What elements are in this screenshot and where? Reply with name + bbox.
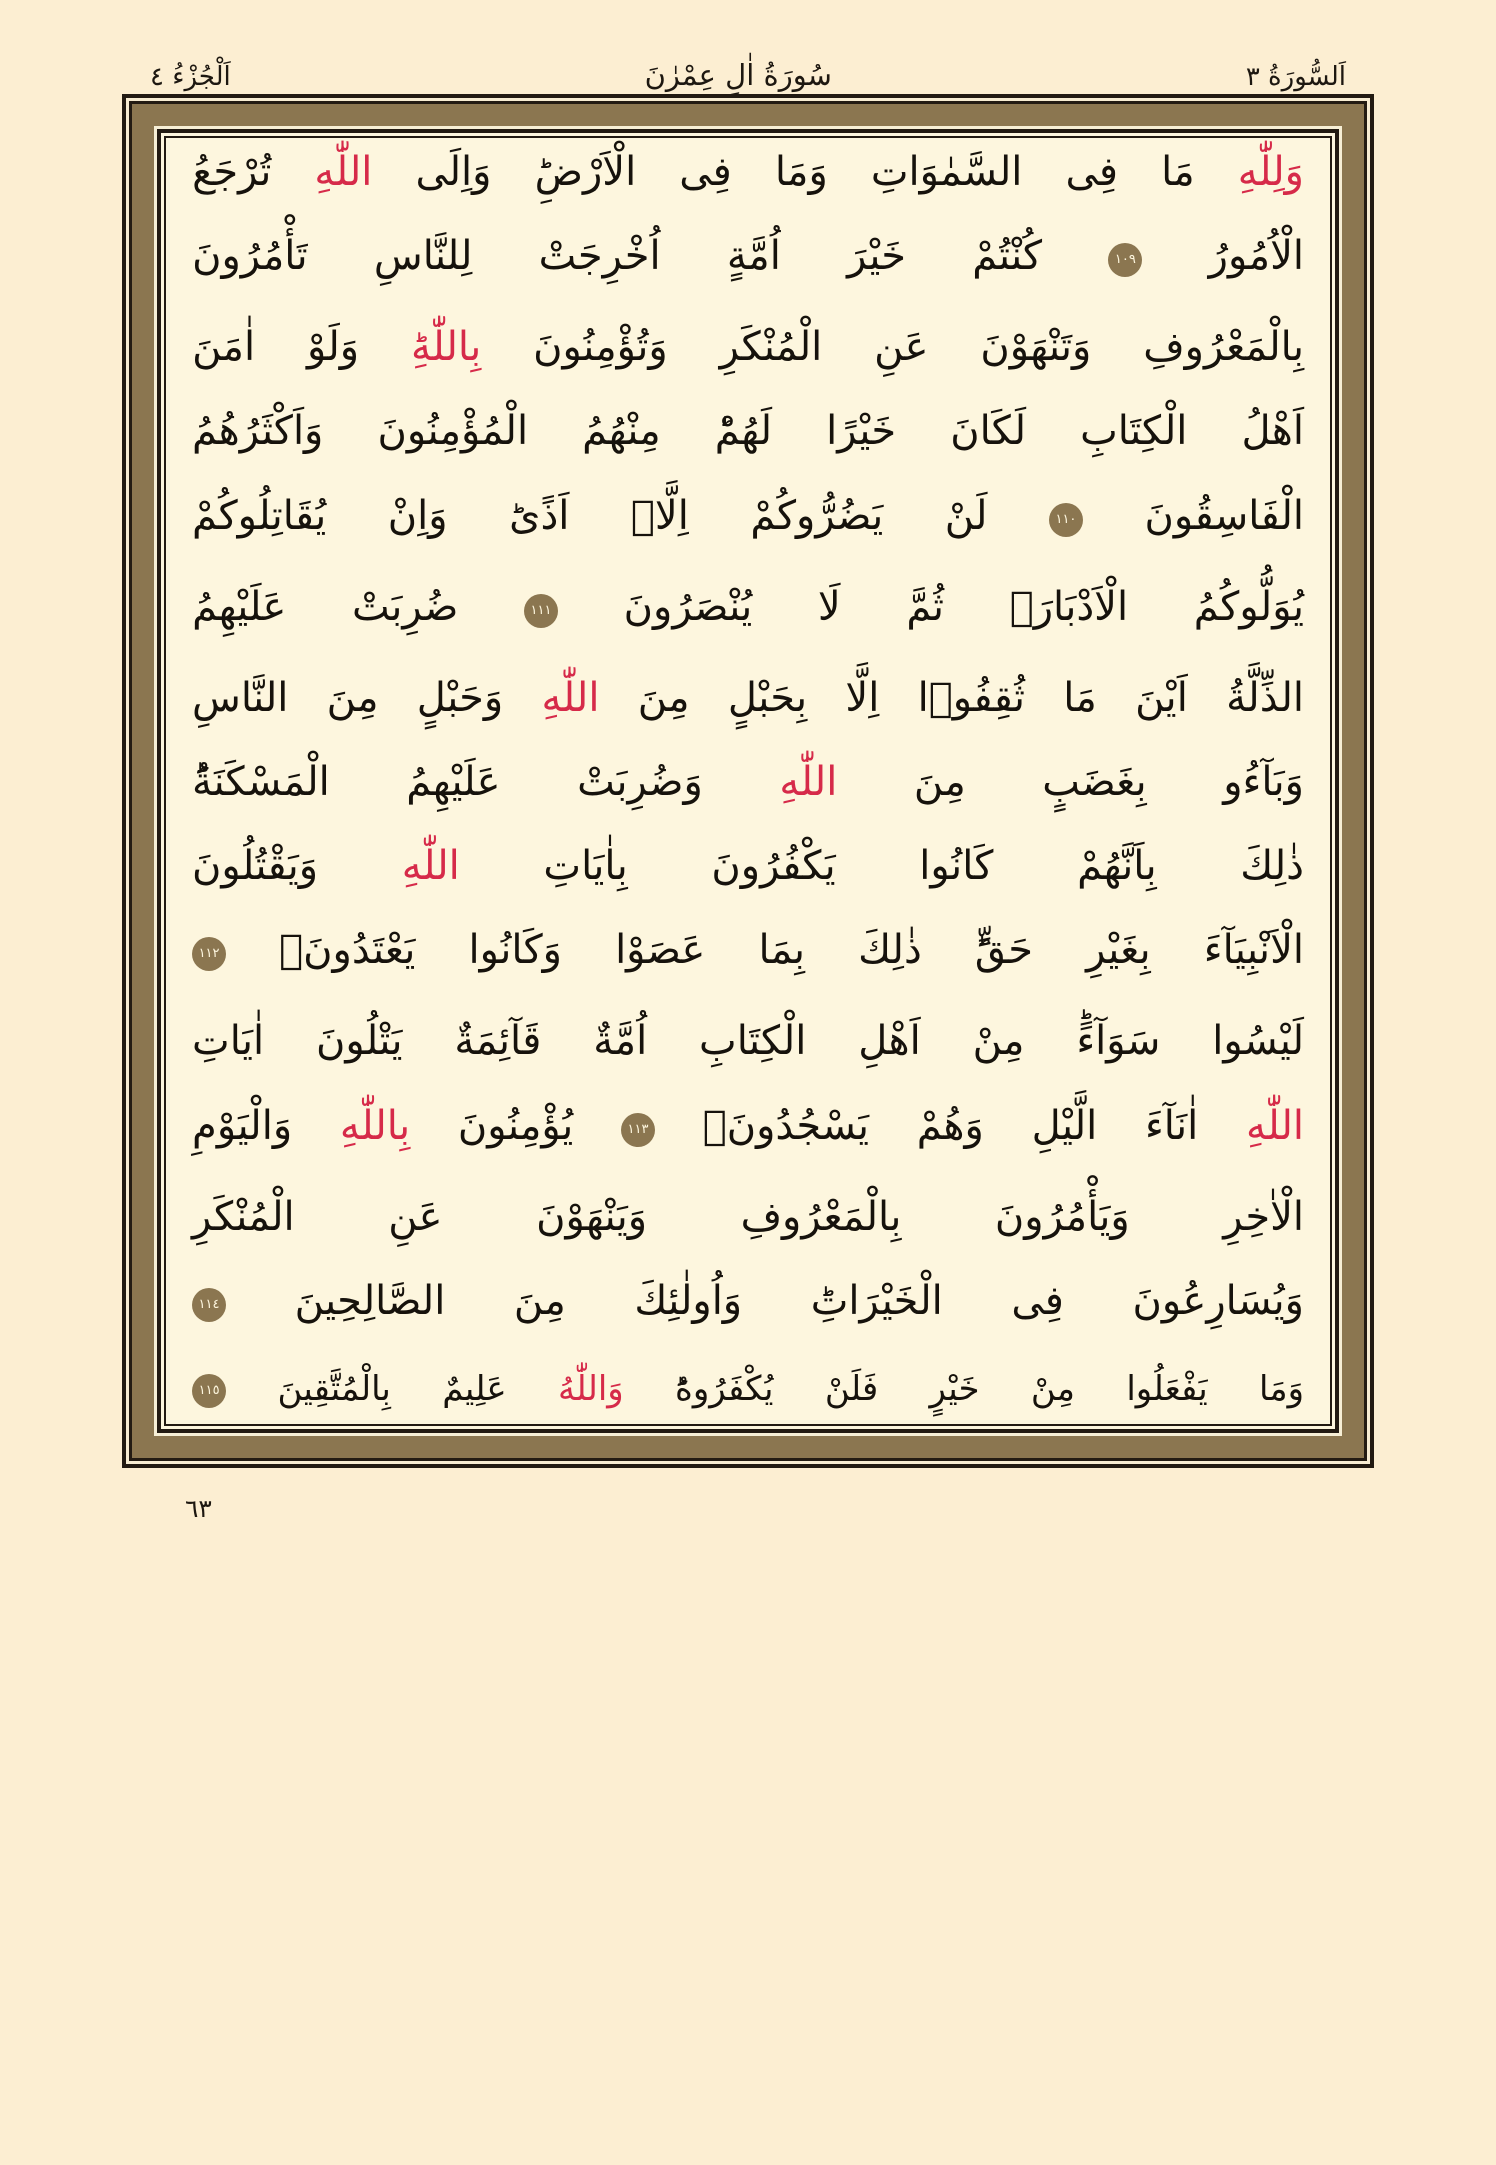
quran-word: يَفْعَلُوا	[1126, 1368, 1208, 1409]
quran-word: عَصَوْا	[615, 927, 706, 974]
quran-word: عَنِ	[388, 1193, 443, 1240]
quran-word: ذٰلِكَ	[858, 927, 922, 974]
ornamental-frame-dark-rule	[129, 101, 1367, 1461]
verse-number-marker: ١١٣	[621, 1113, 655, 1147]
quran-word: النَّاسِ	[192, 674, 289, 721]
quran-word: مَا	[1161, 149, 1195, 195]
quran-word: الْفَاسِقُونَ	[1144, 492, 1304, 539]
quran-word: اَهْلُ	[1241, 408, 1304, 455]
quran-word: تُرْجَعُ	[192, 149, 272, 195]
quran-word: مِنْ	[1030, 1368, 1075, 1409]
quran-word: الْكِتَابِ	[699, 1018, 807, 1065]
quran-word: بِاٰيَاتِ	[543, 843, 628, 890]
quran-word: الْاَنْبِيَآءَ	[1203, 927, 1304, 974]
ornamental-frame-outer	[122, 94, 1374, 1468]
quran-word: فِى	[1011, 1277, 1064, 1324]
quran-word: بِمَا	[758, 927, 805, 974]
quran-word: اِلَّا	[845, 674, 880, 721]
quran-word: الْاُمُورُ	[1208, 233, 1304, 280]
quran-word: وَتُؤْمِنُونَ	[533, 324, 668, 371]
quran-word: يَضُرُّوكُمْ	[750, 492, 884, 539]
quran-word: بِالْمُتَّقِينَ	[277, 1368, 391, 1409]
quran-word: لَكَانَ	[950, 408, 1027, 455]
quran-word: وَهُمْ	[916, 1102, 984, 1149]
quran-word: بِالْمَعْرُوفِ	[1143, 324, 1304, 371]
quran-word: مِنَ	[326, 674, 379, 721]
quran-word: ثُقِفُوۤا	[917, 674, 1025, 721]
jalala-word: وَاللّٰهُ	[558, 1368, 624, 1409]
ornamental-frame-inner-rule	[157, 129, 1339, 1433]
quran-word: الْمُؤْمِنُونَ	[377, 408, 529, 455]
quran-word: وَبَآءُو	[1223, 758, 1304, 805]
ayah-line	[192, 1277, 1304, 1328]
quran-word: الْمَسْكَنَةُؕ	[192, 758, 330, 805]
quran-word: يَتْلُونَ	[315, 1018, 403, 1065]
quran-word: الصَّالِحِينَ	[294, 1277, 446, 1324]
header-surah-title: سُورَةُ اٰلِ عِمْرٰنَ	[644, 58, 832, 93]
jalala-word: بِاللّٰهِ	[339, 1102, 411, 1149]
quran-word: الَّيْلِ	[1031, 1102, 1098, 1149]
quran-word: الْاَرْضِؕ	[534, 149, 637, 195]
quran-word: مَا	[1063, 674, 1097, 721]
quran-word: الذِّلَّةُ	[1226, 674, 1304, 721]
quran-word: وَيُسَارِعُونَ	[1132, 1277, 1304, 1324]
quran-word: يُوَلُّوكُمُ	[1193, 583, 1304, 630]
ornamental-frame-brown-band	[132, 104, 1364, 1458]
verse-number-marker: ١١٢	[192, 937, 226, 971]
quran-word: تَأْمُرُونَ	[192, 233, 308, 280]
verse-number-marker: ١٠٩	[1108, 243, 1142, 277]
quran-word: بِالْمَعْرُوفِ	[740, 1193, 902, 1240]
quran-word: لَهُمْؕ	[714, 408, 773, 455]
quran-word: يُقَاتِلُوكُمْ	[192, 492, 327, 539]
quran-word: مِنْ	[972, 1018, 1025, 1065]
quran-word: السَّمٰوَاتِ	[870, 149, 1023, 195]
quran-word: خَيْرَ	[847, 233, 906, 280]
verse-number-marker: ١١٠	[1049, 503, 1083, 537]
quran-word: يَسْجُدُونَ۠	[702, 1102, 870, 1149]
quran-word: الْمُنْكَرِ	[192, 1193, 295, 1240]
ayah-line	[192, 149, 1304, 195]
quran-word: عَلَيْهِمُ	[406, 758, 501, 805]
quran-word: كُنْتُمْ	[972, 233, 1043, 280]
quran-word: وَالْيَوْمِ	[192, 1102, 293, 1149]
ayah-line	[192, 233, 1304, 283]
quran-word: اُمَّةٌ	[593, 1018, 648, 1065]
quran-word: يُكْفَرُوهُؕ	[675, 1368, 774, 1409]
quran-word: بِغَيْرِ	[1086, 927, 1151, 974]
quran-word: عَنِ	[874, 324, 929, 371]
quran-word: وَضُرِبَتْ	[577, 758, 703, 805]
quran-word: يُؤْمِنُونَ	[457, 1102, 574, 1149]
ayah-line	[192, 1018, 1304, 1065]
quran-word: لَنْ	[944, 492, 988, 539]
quran-word: مِنَ	[513, 1277, 566, 1324]
verse-number-marker: ١١٤	[192, 1288, 226, 1322]
quran-word: خَيْرٍ	[929, 1368, 980, 1409]
quran-word: اٰمَنَ	[192, 324, 256, 371]
page-number: ٦٣	[185, 1494, 212, 1523]
jalala-word: اللّٰهِ	[779, 758, 838, 805]
quran-word: وَيَقْتُلُونَ	[192, 843, 319, 890]
quran-word: لِلنَّاسِ	[373, 233, 473, 280]
quran-word: وَاُولٰئِكَ	[634, 1277, 743, 1324]
page-header	[150, 40, 1346, 92]
jalala-word: بِاللّٰهِؕ	[411, 324, 482, 371]
quran-word: فِى	[1065, 149, 1118, 195]
ayah-line	[192, 492, 1304, 543]
quran-word: خَيْرًا	[826, 408, 897, 455]
quran-word: الْاَدْبَارَ۠	[1009, 583, 1129, 630]
quran-word: الْخَيْرَاتِؕ	[810, 1277, 943, 1324]
jalala-word: اللّٰهِ	[541, 674, 600, 721]
ayah-line	[192, 324, 1304, 371]
verse-number-marker: ١١١	[524, 594, 558, 628]
quran-word: اَيْنَ	[1135, 674, 1188, 721]
quran-word: وَكَانُوا	[468, 927, 562, 974]
quran-word: بِغَضَبٍ	[1042, 758, 1147, 805]
quran-word: اَذًىؕ	[509, 492, 570, 539]
quran-word: اَهْلِ	[858, 1018, 921, 1065]
jalala-word: اللّٰهِ	[314, 149, 373, 195]
ayah-line	[192, 1102, 1304, 1153]
quran-word: الْمُنْكَرِ	[719, 324, 823, 371]
quran-word: عَلَيْهِمُ	[192, 583, 287, 630]
quran-word: وَمَا	[1259, 1368, 1304, 1409]
quran-word: فَلَنْ	[824, 1368, 879, 1409]
quran-word: فِى	[679, 149, 732, 195]
quran-word: اٰيَاتِ	[192, 1018, 265, 1065]
quran-word: عَلِيمٌ	[442, 1368, 507, 1409]
quran-word: وَيَأْمُرُونَ	[994, 1193, 1130, 1240]
jalala-word: اللّٰهِ	[401, 843, 460, 890]
ayah-line	[192, 583, 1304, 634]
quran-word: اٰنَآءَ	[1145, 1102, 1199, 1149]
quran-word: يَعْتَدُونَ۠	[279, 927, 416, 974]
ornamental-frame-light-rule	[154, 126, 1342, 1436]
quran-word: يَكْفُرُونَ	[711, 843, 836, 890]
ayah-line	[192, 408, 1304, 455]
quran-word: قَآئِمَةٌ	[454, 1018, 542, 1065]
ayah-line	[192, 758, 1304, 805]
quran-word: وَاِلَى	[415, 149, 492, 195]
ayah-line	[192, 1193, 1304, 1240]
quran-word: اُخْرِجَتْ	[538, 233, 661, 280]
quran-word: وَيَنْهَوْنَ	[536, 1193, 648, 1240]
jalala-word: وَلِلّٰهِ	[1237, 149, 1304, 195]
quran-word: بِاَنَّهُمْ	[1077, 843, 1157, 890]
page-footer	[150, 1494, 1346, 1523]
quran-word: اُمَّةٍ	[726, 233, 781, 280]
ayah-line	[192, 674, 1304, 721]
quran-word: الْكِتَابِ	[1080, 408, 1188, 455]
ayah-line	[192, 1368, 1304, 1414]
header-surah-number: اَلسُّورَةُ ٣	[1245, 62, 1346, 93]
quran-word: وَتَنْهَوْنَ	[980, 324, 1092, 371]
quran-word: يُنْصَرُونَ	[623, 583, 753, 630]
quran-word: وَاَكْثَرُهُمُ	[192, 408, 324, 455]
quran-word: حَقٍّؕ	[974, 927, 1033, 974]
quran-word: وَلَوْ	[306, 324, 360, 371]
quran-word: ذٰلِكَ	[1240, 843, 1304, 890]
quran-word: لَا	[817, 583, 841, 630]
quran-word: الْاٰخِرِ	[1223, 1193, 1304, 1240]
verse-number-marker: ١١٥	[192, 1374, 226, 1408]
quran-word: سَوَآءًؕ	[1076, 1018, 1161, 1065]
mushaf-text-body	[166, 138, 1330, 1424]
quran-word: وَمَا	[774, 149, 828, 195]
quran-word: بِحَبْلٍ	[727, 674, 808, 721]
ayah-line	[192, 927, 1304, 977]
quran-word: مِنَ	[637, 674, 690, 721]
quran-word: وَاِنْ	[387, 492, 448, 539]
quran-word: ضُرِبَتْ	[351, 583, 459, 630]
jalala-word: اللّٰهِ	[1246, 1102, 1304, 1149]
quran-word: اِلَّاۤ	[630, 492, 689, 539]
quran-word: وَحَبْلٍ	[416, 674, 504, 721]
quran-word: مِنْهُمُ	[582, 408, 661, 455]
ornamental-frame-hairline	[164, 136, 1332, 1426]
quran-word: كَانُوا	[919, 843, 994, 890]
header-juz-number: اَلْجُزْءُ ٤	[150, 62, 231, 93]
ayah-line	[192, 843, 1304, 890]
quran-word: مِنَ	[913, 758, 966, 805]
quran-word: لَيْسُوا	[1212, 1018, 1304, 1065]
quran-word: ثُمَّ	[906, 583, 945, 630]
